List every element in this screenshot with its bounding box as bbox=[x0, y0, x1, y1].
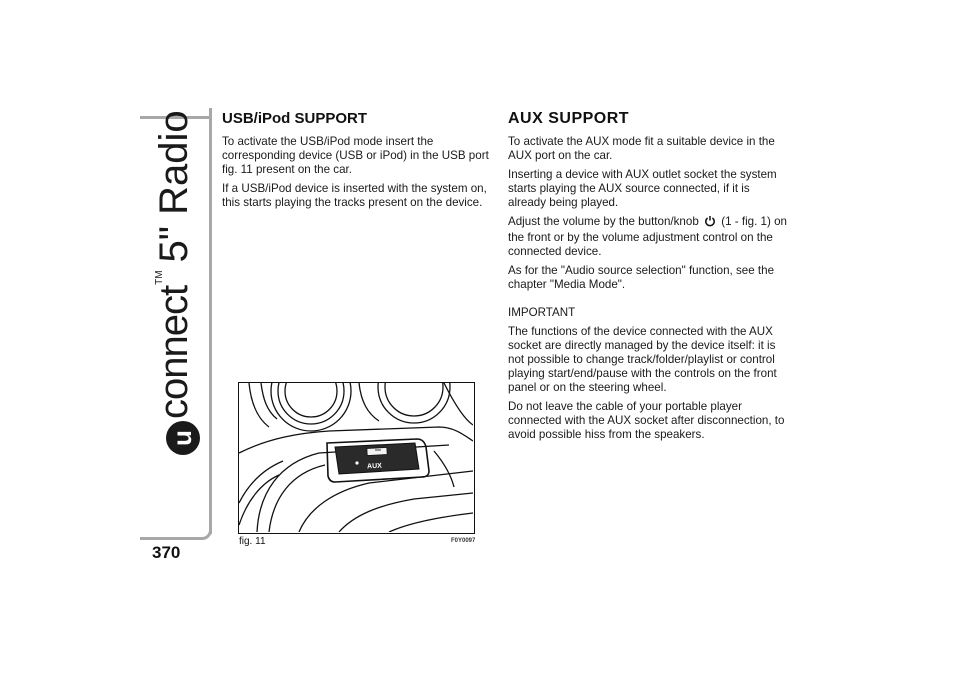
uconnect-logo-icon: u bbox=[166, 421, 200, 455]
aux-paragraph-6: Do not leave the cable of your portable player connected with the AUX socket after disconnection, to avoid possible hiss from the speakers. bbox=[508, 400, 785, 441]
socket-line-drawing bbox=[239, 383, 473, 532]
aux-paragraph-3 bbox=[508, 215, 790, 259]
margin-rule bbox=[209, 108, 212, 534]
usb-section-title: USB/iPod SUPPORT bbox=[222, 110, 368, 127]
aux-paragraph-4: As for the "Audio source selection" function, see the chapter "Media Mode". bbox=[508, 264, 775, 291]
aux-paragraph-2: Inserting a device with AUX outlet socket the system starts playing the AUX source connected, if it is already being played. bbox=[508, 168, 777, 209]
figure-code: F0Y0097 bbox=[451, 538, 476, 544]
brand-trademark: TM bbox=[154, 270, 165, 285]
margin-rule-corner bbox=[140, 527, 212, 540]
figure-caption: fig. 11 bbox=[239, 536, 266, 547]
usb-aux-socket-illustration bbox=[238, 382, 475, 534]
aux-section-title: AUX SUPPORT bbox=[508, 110, 630, 127]
usb-paragraph-2: If a USB/iPod device is inserted with the system on, this starts playing the tracks present on the device. bbox=[222, 182, 487, 209]
usb-paragraph-1: To activate the USB/iPod mode insert the corresponding device (USB or iPod) in the USB port fig. 11 present on the car. bbox=[222, 135, 489, 176]
right-column bbox=[508, 110, 790, 447]
important-label: IMPORTANT bbox=[508, 306, 576, 319]
aux-paragraph-3-end: (1 - fig. 1) on the front or by the volume adjustment control on the connected device. bbox=[508, 215, 787, 258]
section-brand bbox=[152, 110, 197, 455]
aux-paragraph-3-start: Adjust the volume by the button/knob bbox=[508, 215, 699, 228]
aux-socket-label: AUX bbox=[366, 462, 383, 471]
aux-paragraph-1: To activate the AUX mode fit a suitable device in the AUX port on the car. bbox=[508, 135, 775, 162]
brand-radio-text: 5" Radio bbox=[152, 110, 196, 263]
page-number: 370 bbox=[152, 543, 181, 562]
power-knob-icon bbox=[704, 215, 716, 231]
aux-paragraph-5: The functions of the device connected with the AUX socket are directly managed by the device itself: it is not possible to change track/folder/playlist or control playing start/end/pause with the controls on the front panel or on the steering wheel. bbox=[508, 325, 777, 394]
left-column bbox=[222, 110, 492, 215]
brand-connect-text: connect bbox=[152, 285, 196, 419]
